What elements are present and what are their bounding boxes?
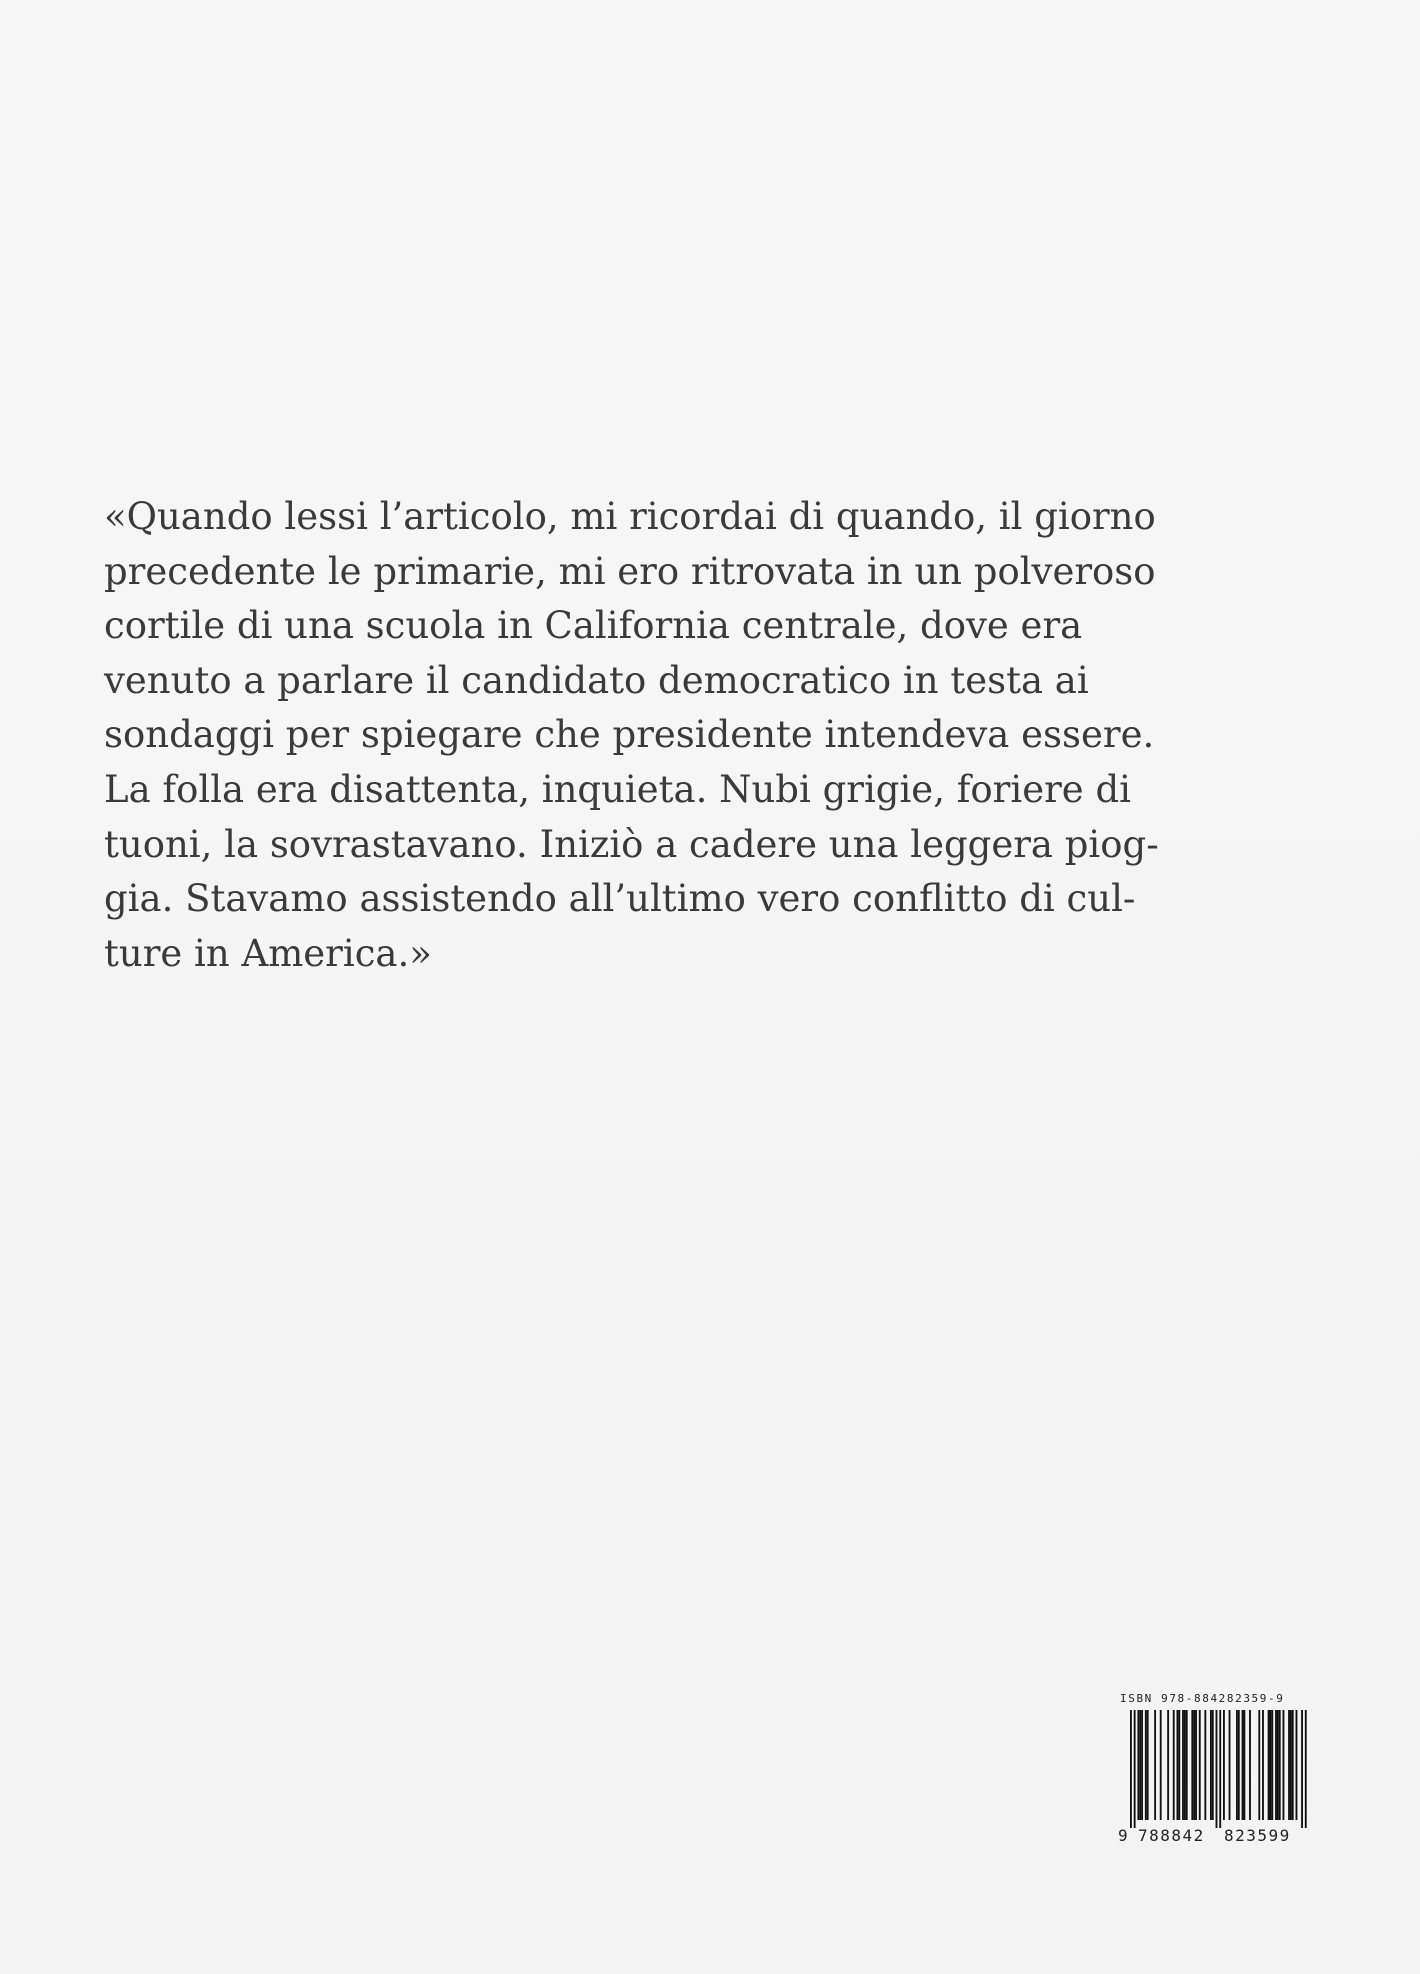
ean-right-digits: 823599 — [1224, 1826, 1291, 1845]
barcode-bar — [1210, 1710, 1212, 1820]
barcode-bar — [1262, 1710, 1264, 1820]
barcode-bar — [1216, 1710, 1218, 1828]
barcode-bar — [1160, 1710, 1162, 1820]
barcode-bar — [1301, 1710, 1303, 1828]
barcode-bar — [1305, 1710, 1307, 1828]
barcode-bar — [1193, 1710, 1195, 1820]
ean-left-digits: 788842 — [1138, 1826, 1205, 1845]
barcode-bar — [1154, 1710, 1156, 1820]
quote-line: gia. Stavamo assistendo all’ultimo vero conflitto di cul- — [104, 877, 1136, 921]
barcode-bar — [1229, 1710, 1231, 1820]
barcode-bar — [1145, 1710, 1147, 1820]
blurb-quote — [104, 490, 1324, 981]
barcode-bar — [1236, 1710, 1238, 1820]
barcode-bar — [1130, 1710, 1132, 1828]
barcode-bar — [1268, 1710, 1270, 1820]
barcode-bar — [1238, 1710, 1240, 1820]
quote-line: cortile di una scuola in California centrale, dove era — [104, 604, 1083, 648]
barcode-bar — [1296, 1710, 1298, 1820]
quote-line: La folla era disattenta, inquieta. Nubi grigie, foriere di — [104, 767, 1131, 811]
barcode-bar — [1242, 1710, 1244, 1820]
barcode-bar — [1290, 1710, 1292, 1820]
barcode-bar — [1182, 1710, 1184, 1820]
isbn-barcode — [1118, 1692, 1316, 1852]
quote-line: sondaggi per spiegare che presidente intendeva essere. — [104, 713, 1155, 757]
quote-line: venuto a parlare il candidato democratico in testa ai — [104, 658, 1089, 702]
barcode-bar — [1147, 1710, 1149, 1820]
barcode-bar — [1258, 1710, 1260, 1820]
barcode-bar — [1249, 1710, 1251, 1820]
quote-line: tuoni, la sovrastavano. Iniziò a cadere una leggera piog- — [104, 822, 1159, 866]
barcode-bar — [1167, 1710, 1169, 1820]
barcode-bar — [1271, 1710, 1273, 1820]
barcode-bar — [1195, 1710, 1197, 1820]
barcode-bar — [1292, 1710, 1294, 1820]
barcode-bars-icon — [1118, 1710, 1316, 1828]
quote-line: precedente le primarie, mi ero ritrovata in un polveroso — [104, 549, 1156, 593]
barcode-bar — [1223, 1710, 1225, 1820]
quote-line: ture in America.» — [104, 931, 432, 975]
barcode-bar — [1191, 1710, 1193, 1820]
barcode-bar — [1212, 1710, 1214, 1820]
barcode-bar — [1134, 1710, 1136, 1828]
barcode-bar — [1141, 1710, 1143, 1820]
barcode-bar — [1277, 1710, 1279, 1820]
barcode-bar — [1177, 1710, 1179, 1820]
barcode-bar — [1288, 1710, 1290, 1820]
barcode-bar — [1184, 1710, 1186, 1820]
barcode-bar — [1137, 1710, 1139, 1820]
ean-first-digit: 9 — [1118, 1826, 1128, 1845]
barcode-bar — [1178, 1710, 1180, 1820]
barcode-bar — [1199, 1710, 1201, 1820]
barcode-bar — [1283, 1710, 1285, 1820]
barcode-bar — [1275, 1710, 1277, 1820]
barcode-bar — [1186, 1710, 1188, 1820]
isbn-label: ISBN 978-884282359-9 — [1120, 1692, 1285, 1705]
barcode-bar — [1173, 1710, 1175, 1820]
barcode-bar — [1204, 1710, 1206, 1820]
barcode-bar — [1270, 1710, 1272, 1820]
quote-line: «Quando lessi l’articolo, mi ricordai di quando, il giorno — [104, 495, 1156, 538]
barcode-bar — [1279, 1710, 1281, 1820]
barcode-bar — [1219, 1710, 1221, 1828]
barcode-bar — [1243, 1710, 1245, 1820]
barcode-bar — [1139, 1710, 1141, 1820]
